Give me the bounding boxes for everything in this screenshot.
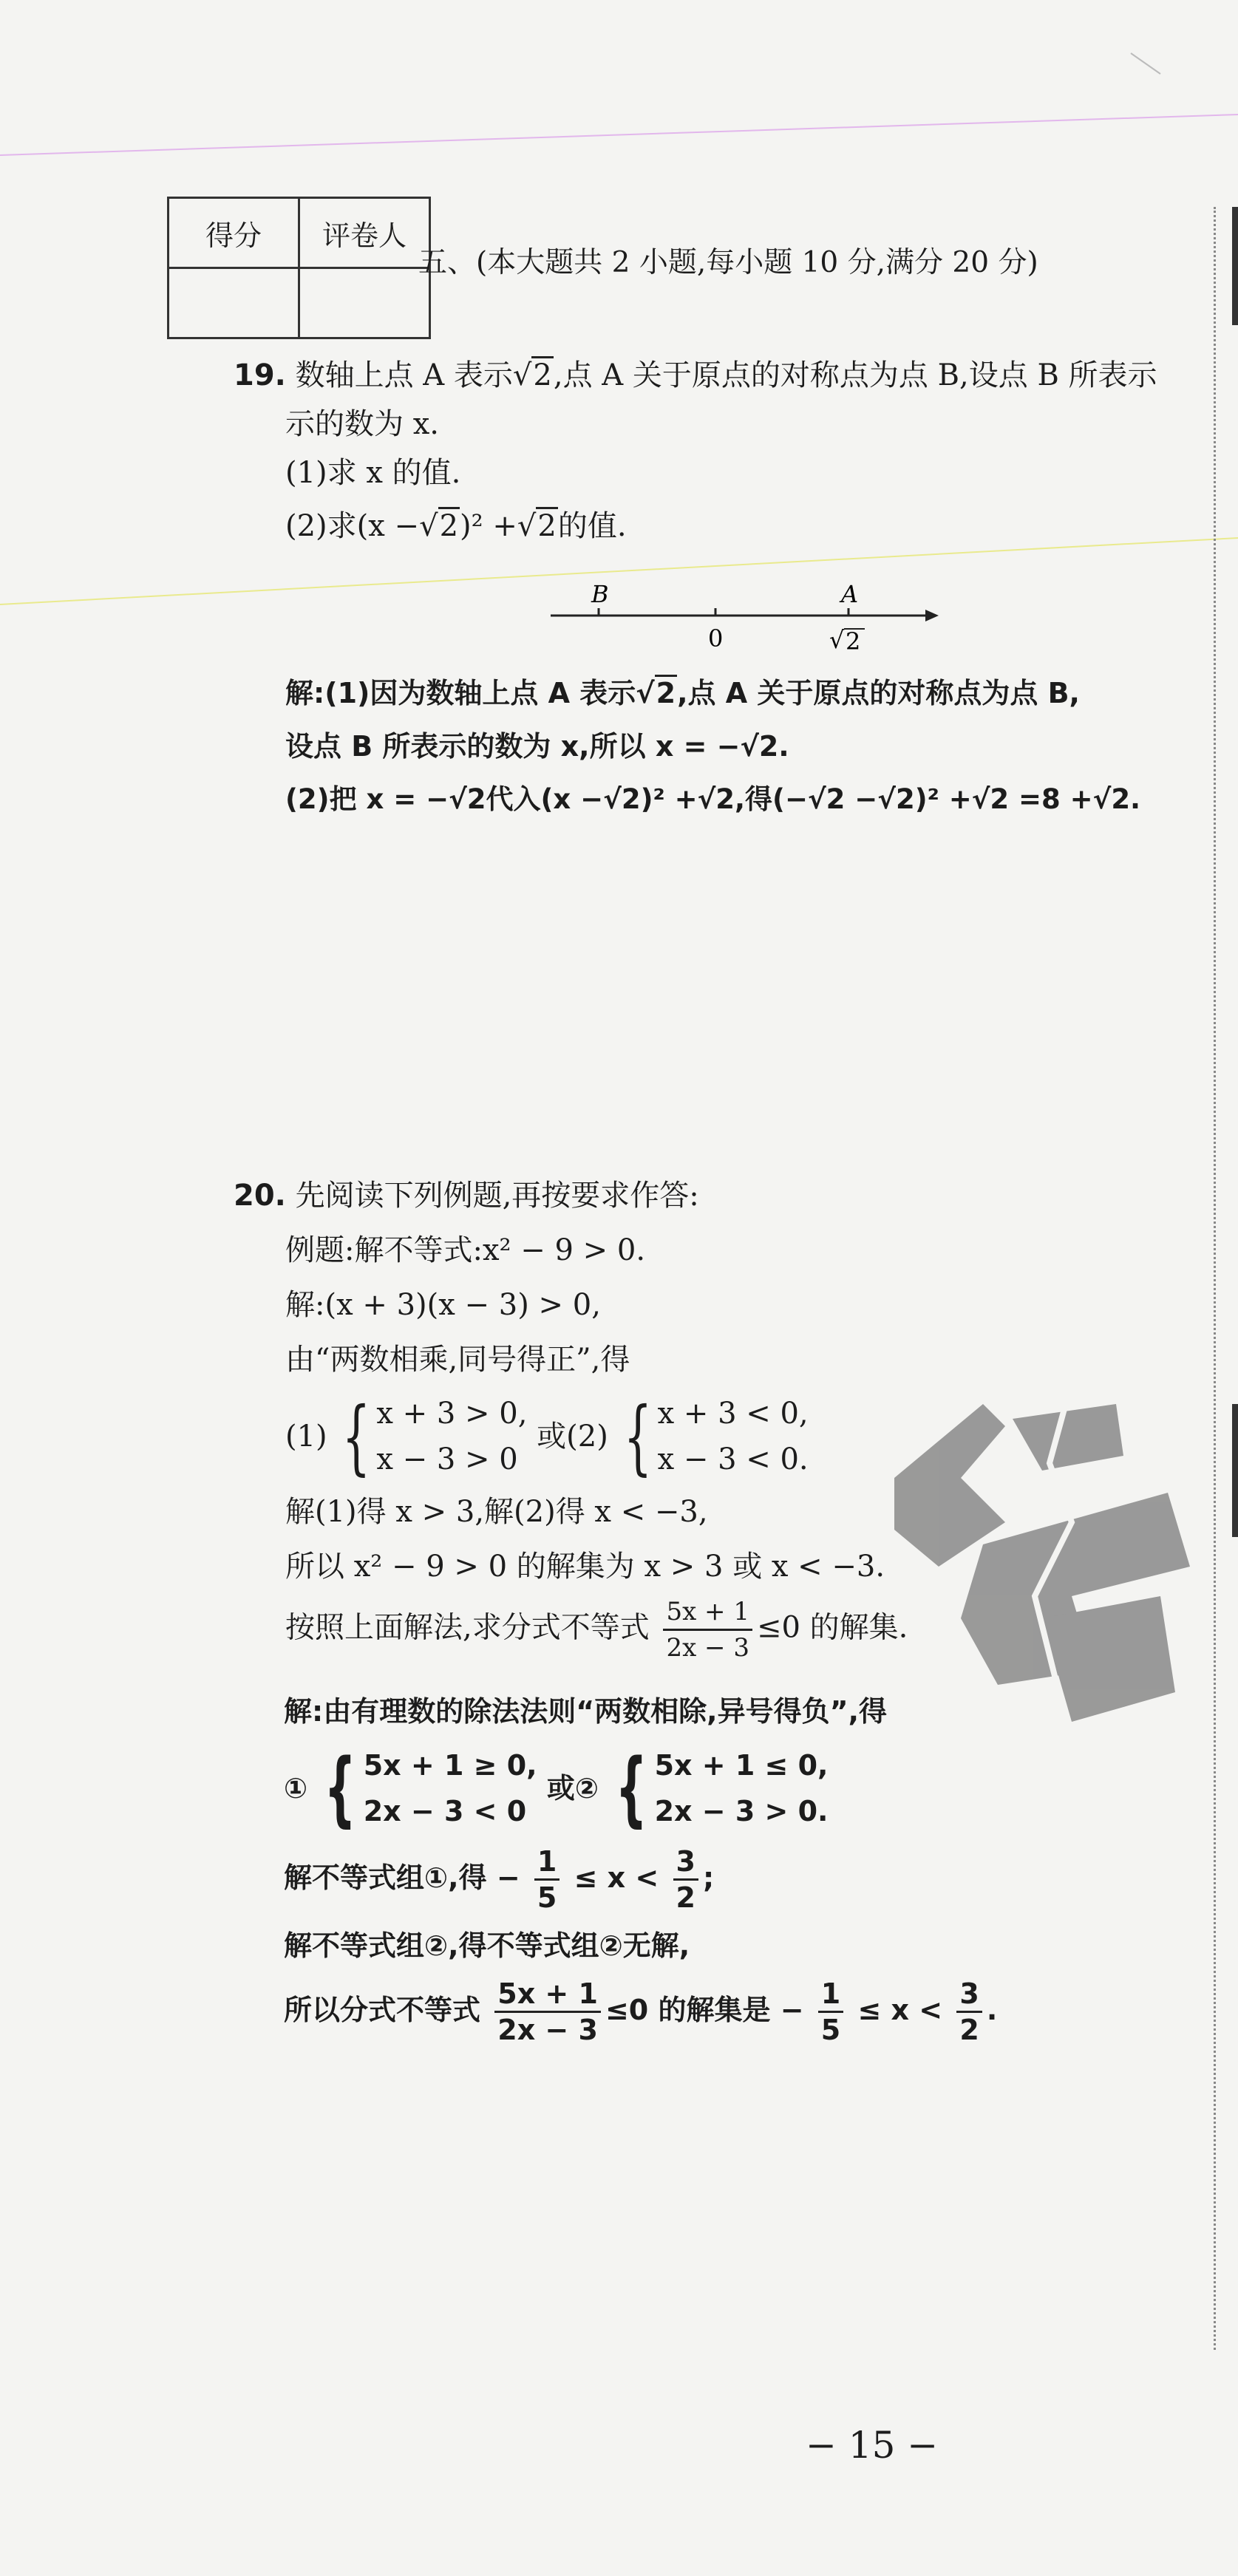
- number-line: [547, 573, 946, 661]
- sqrt-symbol: √: [829, 626, 845, 654]
- q19-stem-line1: 19. 数轴上点 A 表示√2,点 A 关于原点的对称点为点 B,设点 B 所表示: [234, 355, 1212, 396]
- q20-answer-line4: 解不等式组②,得不等式组②无解,: [284, 1929, 690, 1962]
- q19-stem-line2: 示的数为 x.: [285, 407, 439, 441]
- q20-sol3: 解(1)得 x > 3,解(2)得 x < −3,: [285, 1495, 708, 1529]
- label-A: A: [841, 580, 859, 608]
- system-1: x + 3 > 0, x − 3 > 0: [376, 1397, 528, 1476]
- q20-sol2: 由“两数相乘,同号得正”,得: [285, 1343, 630, 1377]
- score-label: 得分: [169, 198, 299, 268]
- score-table: [167, 197, 431, 339]
- label-0: 0: [708, 624, 724, 652]
- q20-example: 例题:解不等式:x² − 9 > 0.: [285, 1233, 646, 1267]
- q19-answer-line1: 解:(1)因为数轴上点 A 表示√2,点 A 关于原点的对称点为点 B,: [285, 672, 1217, 714]
- number-line-arrow: [925, 610, 939, 621]
- binding-edge-mark: [1232, 1404, 1238, 1537]
- q20-number: 20: [234, 1179, 275, 1213]
- q20-task: 按照上面解法,求分式不等式 $\frac{5x + 1}{2x - 3}$ ≤0 的解集.: [285, 1595, 1209, 1665]
- system-2: x + 3 < 0, x − 3 < 0.: [657, 1397, 809, 1476]
- page-number: − 15 −: [806, 2424, 939, 2467]
- task-fraction: $\frac{5x + 1}{2x - 3}$: [663, 1595, 752, 1665]
- q19-answer-line2: 设点 B 所表示的数为 x,所以 x = −√2.: [285, 730, 789, 763]
- q19-part1: (1)求 x 的值.: [285, 456, 461, 490]
- q20-answer-line5: 所以分式不等式 $\frac{5x + 1}{2x - 3}$ ≤0 的解集是 − $\frac{1}{5}$ ≤ x < $\frac{3}{2}$ .: [284, 1977, 998, 2046]
- q20-answer-line3: 解不等式组①,得 − $\frac{1}{5}$ ≤ x < $\frac{3}{2}$ ;: [284, 1845, 715, 1914]
- grader-cell: [299, 268, 430, 338]
- score-cell: [169, 268, 299, 338]
- grader-label: 评卷人: [299, 198, 430, 268]
- q19-answer-line3: (2)把 x = −√2代入(x −√2)² +√2,得(−√2 −√2)² +√2 =8 +√2.: [285, 783, 1141, 815]
- answer-system-2: 5x + 1 ≤ 0, 2x − 3 > 0.: [654, 1749, 829, 1827]
- q20-systems: (1) { x + 3 > 0, x − 3 > 0 或(2) { x + 3 < 0, x − 3 < 0.: [285, 1389, 809, 1484]
- q20-answer: [284, 1691, 1215, 2047]
- question-19: [234, 355, 1212, 547]
- q19-answer: [285, 672, 1217, 820]
- q20-answer-systems: ① { 5x + 1 ≥ 0, 2x − 3 < 0 或② { 5x + 1 ≤ 0, 2x − 3 > 0.: [284, 1741, 829, 1836]
- label-B: B: [591, 580, 609, 608]
- q19-number: 19: [234, 358, 275, 392]
- q20-sol4: 所以 x² − 9 > 0 的解集为 x > 3 或 x < −3.: [285, 1550, 885, 1584]
- binding-edge-mark: [1232, 207, 1238, 325]
- label-sqrt2: 2: [846, 627, 861, 655]
- q20-sol1: 解:(x + 3)(x − 3) > 0,: [285, 1288, 601, 1322]
- q20-stem: 20. 先阅读下列例题,再按要求作答:: [234, 1179, 699, 1213]
- section-title: 五、(本大题共 2 小题,每小题 10 分,满分 20 分): [418, 246, 1038, 279]
- q19-part2: (2)求(x −√2)² +√2的值.: [285, 505, 1212, 547]
- answer-system-1: 5x + 1 ≥ 0, 2x − 3 < 0: [363, 1749, 537, 1827]
- q20-answer-line1: 解:由有理数的除法法则“两数相除,异号得负”,得: [284, 1695, 888, 1728]
